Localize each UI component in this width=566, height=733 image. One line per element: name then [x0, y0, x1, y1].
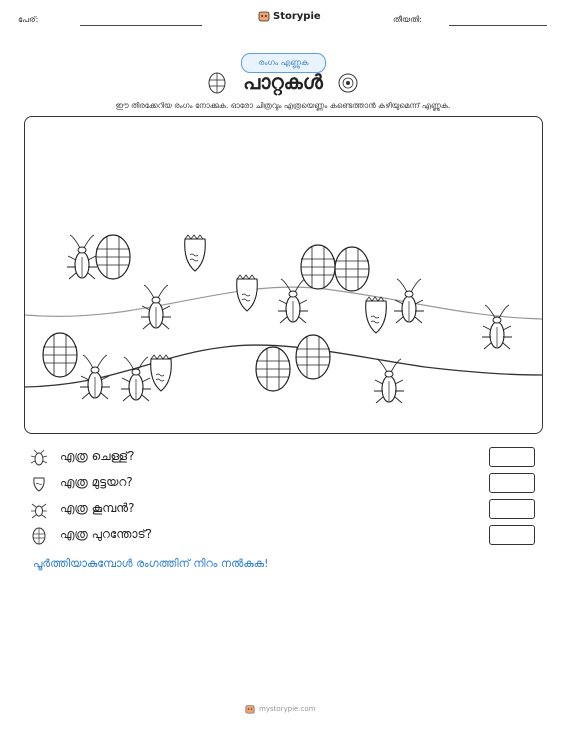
- question-4: എത്ര പുറന്തോട്?: [60, 527, 152, 541]
- storypie-mascot-icon: [245, 704, 255, 714]
- cockroach: [482, 305, 512, 349]
- activity-badge: രംഗം എണ്ണുക: [241, 53, 326, 73]
- page-title: പാറ്റകൾ: [243, 70, 323, 94]
- question-1: എത്ര ചെള്ള്?: [60, 449, 135, 463]
- egg-case: [151, 355, 172, 391]
- shell: [335, 247, 369, 291]
- cockroach: [67, 235, 97, 279]
- nymph-icon: [30, 501, 48, 519]
- date-label: തീയതി:: [393, 15, 422, 24]
- shell: [301, 245, 335, 289]
- cockroach-icon: [30, 449, 48, 467]
- shell: [296, 335, 330, 379]
- shell: [43, 333, 77, 377]
- egg-case-icon: [30, 475, 48, 493]
- instructions: ഈ തിരക്കേറിയ രംഗം നോക്കുക. ഓരോ ചിത്രവും എത്രയെണ്ണം കണ്ടെത്താൻ കഴിയുമെന്ന് എണ്ണുക.: [115, 101, 451, 110]
- brand-name: Storypie: [273, 10, 321, 22]
- shell-icon: [30, 527, 48, 545]
- egg-case: [366, 297, 387, 333]
- answer-box-2[interactable]: [489, 473, 535, 493]
- footer: [245, 704, 316, 714]
- storypie-mascot-icon: [258, 10, 270, 22]
- name-label: പേര്:: [18, 15, 39, 24]
- scene-drawing: [25, 117, 542, 433]
- name-line[interactable]: [80, 25, 202, 26]
- coloring-prompt: പൂർത്തിയാകുമ്പോൾ രംഗത്തിന് നിറം നൽകുക!: [33, 557, 269, 570]
- answer-box-3[interactable]: [489, 499, 535, 519]
- answer-box-4[interactable]: [489, 525, 535, 545]
- answer-box-1[interactable]: [489, 447, 535, 467]
- egg-case-icon: [337, 72, 359, 94]
- cockroach: [278, 279, 308, 323]
- brand-logo: [258, 10, 321, 22]
- date-line[interactable]: [449, 25, 547, 26]
- cockroach: [374, 359, 404, 403]
- shell: [96, 235, 130, 279]
- question-2: എത്ര മുട്ടയറ?: [60, 475, 133, 489]
- shell: [256, 347, 290, 391]
- cockroach: [141, 285, 171, 329]
- cockroach: [121, 357, 151, 401]
- egg-case: [237, 275, 258, 311]
- egg-case: [185, 235, 206, 271]
- question-3: എത്ര കൂമ്പൻ?: [60, 501, 135, 515]
- footer-url[interactable]: mystorypie.com: [259, 705, 316, 713]
- counting-scene: [24, 116, 543, 434]
